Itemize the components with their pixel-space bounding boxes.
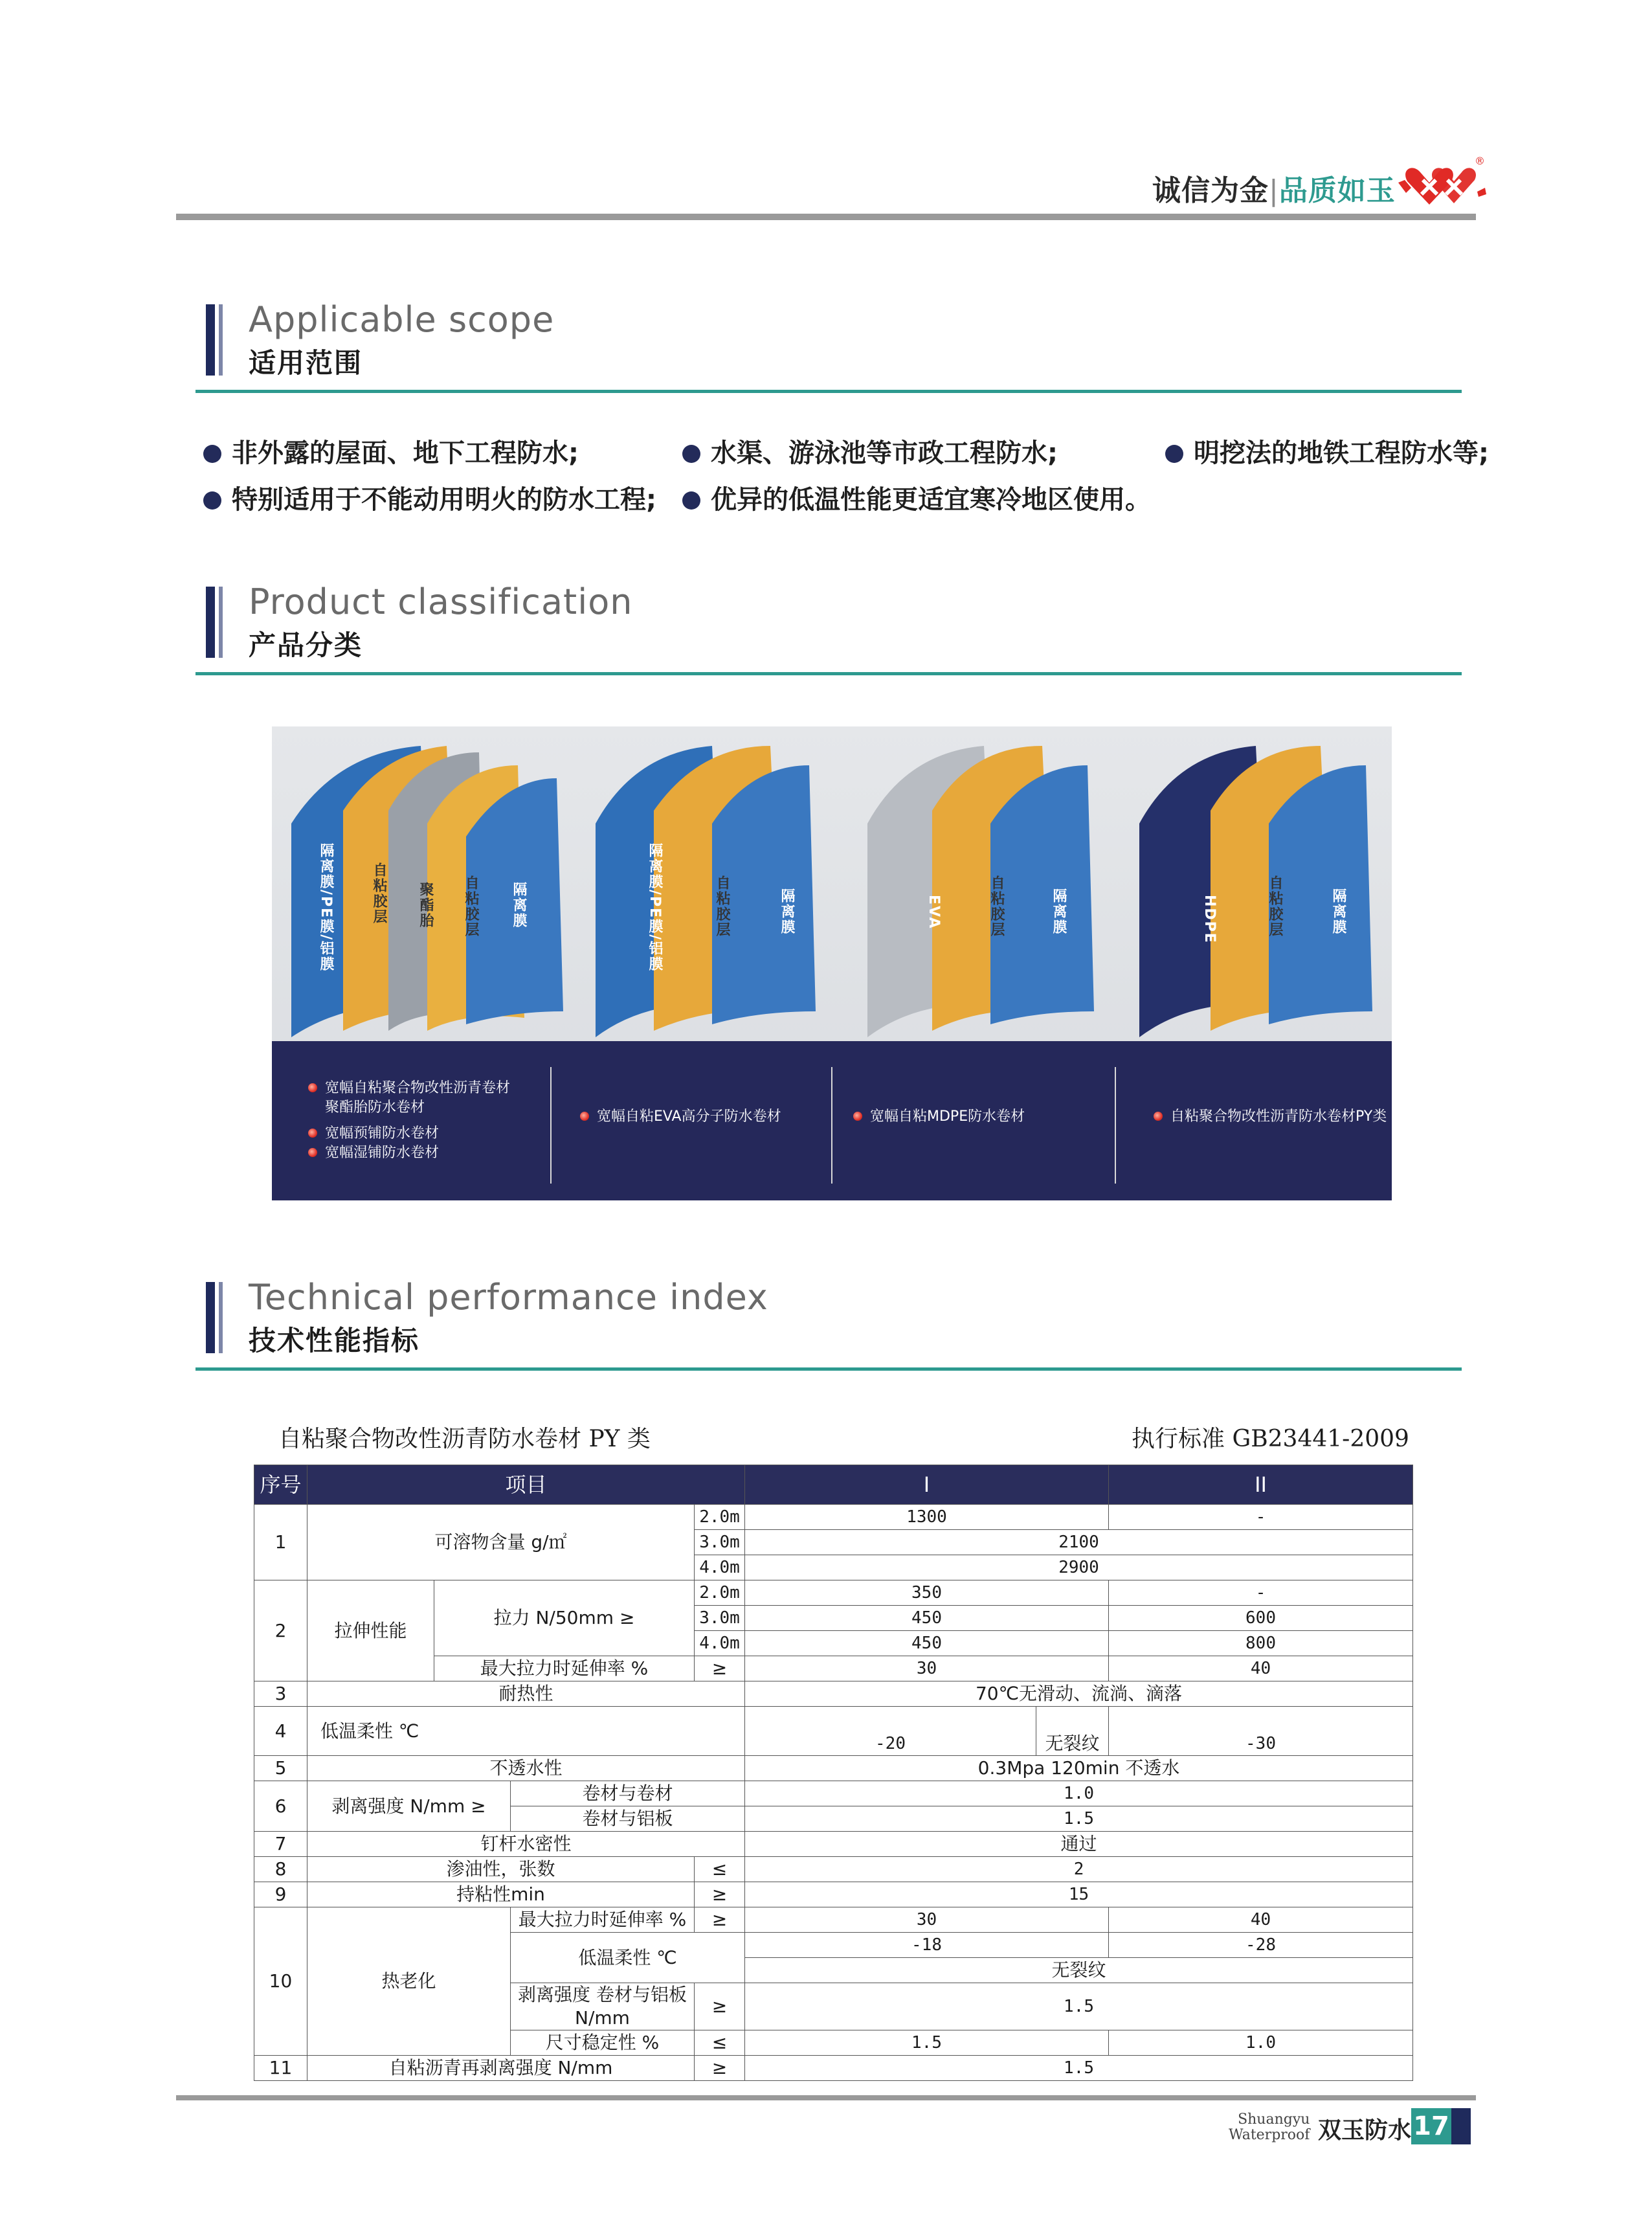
value-merged: 2 xyxy=(745,1857,1413,1882)
caption-item: 聚酯胎防水卷材 xyxy=(325,1099,425,1116)
row-sublabel: 卷材与卷材 xyxy=(511,1781,745,1806)
registered-mark: ® xyxy=(1475,155,1485,167)
thickness: 4.0m xyxy=(695,1631,745,1656)
slogan xyxy=(1152,167,1396,208)
shuangyu-logo xyxy=(1392,154,1489,212)
caption-group xyxy=(853,1107,1025,1200)
layer-label: 自粘胶层 xyxy=(1267,875,1283,938)
brand-name-cn: 双玉防水 xyxy=(1318,2117,1412,2144)
bottom-rule xyxy=(176,2095,1476,2100)
layer-label: 隔离膜/PE膜/铝膜 xyxy=(647,843,663,972)
value-2: - xyxy=(1109,1505,1413,1530)
page-number-accent xyxy=(1451,2108,1471,2144)
caption-item: 宽幅自粘EVA高分子防水卷材 xyxy=(580,1107,781,1127)
section-bar-accent xyxy=(219,304,223,376)
row-label: 剥离强度 N/mm ≥ xyxy=(307,1781,511,1832)
row-label: 低温柔性 ℃ xyxy=(307,1707,745,1756)
row-no: 8 xyxy=(254,1857,307,1882)
layer-label: 自粘胶层 xyxy=(463,875,479,938)
scope-bullet: 优异的低温性能更适宜寒冷地区使用。 xyxy=(682,479,1151,516)
bullet-dot xyxy=(203,445,221,463)
brand-name-en xyxy=(1229,2112,1310,2143)
table-row xyxy=(254,1580,1413,1606)
value-2: 1.0 xyxy=(1109,2030,1413,2056)
red-dot-icon xyxy=(853,1112,862,1121)
section-title-en: Product classification xyxy=(249,581,633,622)
value-merged: 1.5 xyxy=(745,1983,1413,2030)
section-bar xyxy=(206,304,215,376)
row-no: 4 xyxy=(254,1707,307,1756)
header-class-2: II xyxy=(1109,1465,1413,1505)
section-rule xyxy=(195,672,1462,675)
value-1: 1.5 xyxy=(745,2030,1109,2056)
thickness: 3.0m xyxy=(695,1606,745,1631)
value-merged: 1.5 xyxy=(745,2056,1413,2081)
comparison-symbol: ≥ xyxy=(695,1983,745,2030)
value-merged: 2100 xyxy=(745,1530,1413,1555)
thickness: 4.0m xyxy=(695,1555,745,1580)
thickness: 2.0m xyxy=(695,1505,745,1530)
caption-group xyxy=(580,1107,781,1200)
row-no: 10 xyxy=(254,1907,307,2056)
value-merged: 1.0 xyxy=(745,1781,1413,1806)
row-no: 9 xyxy=(254,1882,307,1907)
value-1: 350 xyxy=(745,1580,1109,1606)
product-classification-panel xyxy=(272,726,1392,1200)
layer-label: HDPE xyxy=(1201,895,1218,944)
table-header-row xyxy=(254,1465,1413,1505)
layer-label: 隔离膜 xyxy=(511,882,527,928)
bullet-dot xyxy=(682,491,700,510)
section-title-cn: 适用范围 xyxy=(249,347,363,379)
row-label: 耐热性 xyxy=(307,1681,745,1707)
section-title-en: Applicable scope xyxy=(249,299,555,340)
caption-item: 宽幅预铺防水卷材 xyxy=(308,1124,510,1143)
value-merged: 2900 xyxy=(745,1555,1413,1580)
thickness: 3.0m xyxy=(695,1530,745,1555)
layer-label: 自粘胶层 xyxy=(371,862,387,925)
header-class-1: I xyxy=(745,1465,1109,1505)
section-bar xyxy=(206,1282,215,1353)
value-2: - xyxy=(1109,1580,1413,1606)
slogan-part-b: 品质如玉 xyxy=(1278,174,1396,207)
value-1: 30 xyxy=(745,1656,1109,1681)
table-row xyxy=(254,1781,1413,1806)
row-sublabel: 低温柔性 ℃ xyxy=(511,1933,745,1983)
section-rule xyxy=(195,390,1462,393)
brand-en-line1: Shuangyu xyxy=(1238,2111,1310,2128)
row-no: 3 xyxy=(254,1681,307,1707)
layer-label: 隔离膜/PE膜/铝膜 xyxy=(318,843,334,972)
value-merged: 1.5 xyxy=(745,1806,1413,1832)
layer-label: 隔离膜 xyxy=(1051,888,1067,935)
section-bar-accent xyxy=(219,1282,223,1353)
row-sublabel: 最大拉力时延伸率 % xyxy=(434,1656,695,1681)
caption-group xyxy=(1154,1107,1387,1200)
spec-table xyxy=(254,1465,1413,2081)
scope-bullet: 非外露的屋面、地下工程防水; xyxy=(203,433,579,469)
section-rule xyxy=(195,1367,1462,1371)
top-rule xyxy=(176,214,1476,220)
table-title: 自粘聚合物改性沥青防水卷材 PY 类 xyxy=(278,1426,651,1452)
caption-item: 宽幅湿铺防水卷材 xyxy=(308,1143,510,1163)
value-1: 30 xyxy=(745,1907,1109,1933)
row-sublabel: 最大拉力时延伸率 % xyxy=(511,1907,695,1933)
layer-label: 隔离膜 xyxy=(1330,888,1346,935)
row-sublabel: 拉力 N/50mm ≥ xyxy=(434,1580,695,1656)
value-mid: 无裂纹 xyxy=(1036,1707,1109,1756)
table-row xyxy=(254,1857,1413,1882)
thickness: 2.0m xyxy=(695,1580,745,1606)
caption-divider xyxy=(831,1067,832,1184)
red-dot-icon xyxy=(308,1148,317,1157)
section-bar-accent xyxy=(219,587,223,658)
row-no: 1 xyxy=(254,1505,307,1580)
header-item: 项目 xyxy=(307,1465,745,1505)
header-no: 序号 xyxy=(254,1465,307,1505)
row-label: 钉杆水密性 xyxy=(307,1832,745,1857)
value-2: 800 xyxy=(1109,1631,1413,1656)
table-row xyxy=(254,1681,1413,1707)
value-1: -18 xyxy=(745,1933,1109,1958)
table-row xyxy=(254,1756,1413,1781)
value-2: -28 xyxy=(1109,1933,1413,1958)
value-2: 40 xyxy=(1109,1907,1413,1933)
table-standard: 执行标准 GB23441-2009 xyxy=(1132,1426,1409,1452)
section-title-cn: 产品分类 xyxy=(249,629,363,661)
row-no: 7 xyxy=(254,1832,307,1857)
scope-bullet: 水渠、游泳池等市政工程防水; xyxy=(682,433,1058,469)
caption-group xyxy=(308,1079,510,1200)
comparison-symbol: ≥ xyxy=(695,2056,745,2081)
comparison-symbol: ≥ xyxy=(695,1656,745,1681)
layer-label: 隔离膜 xyxy=(779,888,795,935)
value-merged: 无裂纹 xyxy=(745,1958,1413,1983)
scope-bullet: 特别适用于不能动用明火的防水工程; xyxy=(203,479,656,516)
brand-en-line2: Waterproof xyxy=(1229,2127,1310,2143)
scope-bullet: 明挖法的地铁工程防水等; xyxy=(1165,433,1489,469)
row-label: 自粘沥青再剥离强度 N/mm xyxy=(307,2056,695,2081)
row-label: 拉伸性能 xyxy=(307,1580,434,1681)
caption-item: 自粘聚合物改性沥青防水卷材PY类 xyxy=(1154,1107,1387,1127)
caption-divider xyxy=(550,1067,552,1184)
row-no: 2 xyxy=(254,1580,307,1681)
product-captions-bar xyxy=(272,1041,1392,1200)
red-dot-icon xyxy=(308,1129,317,1138)
comparison-symbol: ≤ xyxy=(695,2030,745,2056)
table-row xyxy=(254,1882,1413,1907)
slogan-part-a: 诚信为金 xyxy=(1152,174,1269,207)
table-row xyxy=(254,1505,1413,1530)
value-merged: 通过 xyxy=(745,1832,1413,1857)
red-dot-icon xyxy=(1154,1112,1163,1121)
membrane-illustration xyxy=(272,726,1392,1044)
table-row xyxy=(254,1707,1413,1756)
section-bar xyxy=(206,587,215,658)
row-sublabel: 剥离强度 卷材与铝板N/mm xyxy=(511,1983,695,2030)
row-label: 可溶物含量 g/㎡ xyxy=(307,1505,695,1580)
bullet-dot xyxy=(203,491,221,510)
caption-item: 宽幅自粘聚合物改性沥青卷材 xyxy=(308,1079,510,1098)
layer-label: 聚酯胎 xyxy=(418,882,434,928)
comparison-symbol: ≤ xyxy=(695,1857,745,1882)
value-2: 40 xyxy=(1109,1656,1413,1681)
red-dot-icon xyxy=(580,1112,589,1121)
table-row xyxy=(254,1907,1413,1933)
bullet-dot xyxy=(682,445,700,463)
layer-label: EVA xyxy=(926,895,942,930)
row-no: 6 xyxy=(254,1781,307,1832)
caption-item: 宽幅自粘MDPE防水卷材 xyxy=(853,1107,1025,1127)
row-no: 11 xyxy=(254,2056,307,2081)
section-title-en: Technical performance index xyxy=(249,1277,768,1318)
value-2: -30 xyxy=(1109,1707,1413,1756)
value-1: 450 xyxy=(745,1606,1109,1631)
bullet-dot xyxy=(1165,445,1183,463)
value-1: -20 xyxy=(745,1707,1036,1756)
table-row xyxy=(254,2056,1413,2081)
comparison-symbol: ≥ xyxy=(695,1882,745,1907)
row-label: 热老化 xyxy=(307,1907,511,2056)
table-row xyxy=(254,1832,1413,1857)
slogan-separator: | xyxy=(1269,174,1279,207)
row-label: 持粘性min xyxy=(307,1882,695,1907)
value-merged: 0.3Mpa 120min 不透水 xyxy=(745,1756,1413,1781)
value-merged: 70℃无滑动、流淌、滴落 xyxy=(745,1681,1413,1707)
layer-label: 自粘胶层 xyxy=(714,875,730,938)
value-1: 1300 xyxy=(745,1505,1109,1530)
page-number: 17 xyxy=(1411,2108,1451,2144)
value-merged: 15 xyxy=(745,1882,1413,1907)
red-dot-icon xyxy=(308,1083,317,1092)
layer-label: 自粘胶层 xyxy=(988,875,1005,938)
section-title-cn: 技术性能指标 xyxy=(249,1325,420,1356)
comparison-symbol: ≥ xyxy=(695,1907,745,1933)
row-sublabel: 卷材与铝板 xyxy=(511,1806,745,1832)
value-1: 450 xyxy=(745,1631,1109,1656)
caption-divider xyxy=(1115,1067,1116,1184)
row-label: 渗油性，张数 xyxy=(307,1857,695,1882)
row-label: 不透水性 xyxy=(307,1756,745,1781)
value-2: 600 xyxy=(1109,1606,1413,1631)
row-no: 5 xyxy=(254,1756,307,1781)
row-sublabel: 尺寸稳定性 % xyxy=(511,2030,695,2056)
